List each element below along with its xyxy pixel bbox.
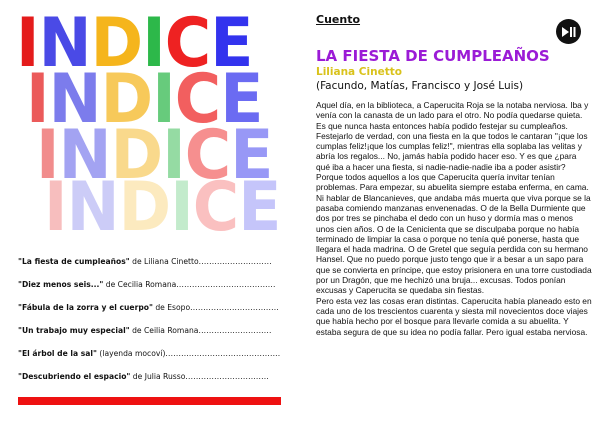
index-title-letter: C [192,168,239,247]
index-title-letter: E [238,168,281,247]
index-title-letter: C [164,4,211,83]
story-paragraph: Aquel día, en la biblioteca, a Caperucita Roja se la notaba nerviosa. Iba y venía con la canasta de un lado para el otro. No podía quedarse quieta. Es que nunca hasta entonces había podido festejar su cumpleaños. Festejarlo de verdad, con una fiesta en la que todos le cantaran "¡que los cumplas feliz!¡que los cumplas feliz!", mientras ella soplaba las velitas y abría los regalos... No, jamás había podido hacer eso. Y es que ¿para qué iba a hacer una fiesta, si nadie-nadie-nadie iba a poder asistir? Porque todos aquellos a los que Caperucita quería invitar tenían problemas. Para empezar, su abuelita siempre estaba enferma, en cama. Ni hablar de Blancanieves, que andaba más muerta que viva porque se la pasaba comiendo manzanas envenenadas. O de la Bella Durmiente que dos por tres se pinchaba el dedo con un huso y dormía mas o menos unos cien años. O de la Cenicienta que se disculpaba porque no había terminado de limpiar la casa o porque no tenía qué ponerse, hasta que llegara el hada madrina. O de Gretel que seguía perdida con su hermano Hansel. Que no puedo porque justo tengo que ir a besar a un sapo para que se convierta en príncipe, que estoy prisionera en una torre custodiada por un Dragón, que me hechizó una bruja... excusas. Todos ponían excusas y Caperucita se quedaba sin fiestas. [316,100,592,296]
toc-item[interactable] [18,348,288,371]
index-title-letter: I [142,4,165,83]
index-title-letter: I [26,60,49,139]
index-title-letter: D [90,4,143,83]
toc-item-title: "El árbol de la sal" [18,349,97,358]
toc-item-leader: .................................. [190,303,279,312]
index-title-echo [44,168,281,247]
play-pause-icon [562,22,576,41]
toc-item-title: "La fiesta de cumpleaños" [18,257,130,266]
play-pause-button[interactable] [556,19,581,44]
index-title-letter: E [210,4,253,83]
index-title-letter: D [118,168,171,247]
index-title-letter: E [220,60,263,139]
index-title-letter: I [36,116,59,195]
index-title-letter: N [66,168,119,247]
index-title-letter: N [48,60,101,139]
toc-item-author: (layenda mocoví) [96,349,166,358]
toc-item-title: "Fábula de la zorra y el cuerpo" [18,303,153,312]
index-title-letter: E [230,116,273,195]
index-title-letter: I [170,168,193,247]
story-collaborators: (Facundo, Matías, Francisco y José Luis) [316,80,524,92]
table-of-contents [18,256,288,394]
index-title-letter: I [162,116,185,195]
story-body [316,100,592,337]
toc-item[interactable] [18,302,288,325]
toc-item-author: de Ceilia Romana [129,326,199,335]
toc-item-author: de Cecilia Romana [103,280,177,289]
index-title-letter: I [44,168,67,247]
toc-item-title: "Descubriendo el espacio" [18,372,131,381]
index-title-letter: D [100,60,153,139]
story-paragraph: Pero esta vez las cosas eran distintas. Caperucita había planeado esto en cada uno de los trescientos cuarenta y siesta mil novecientos doce viajes que había hecho por el bosque para llevarle comida a su abuelita. Y estaba segura de que su idea no podía fallar. Pero igual estaba nerviosa. [316,295,592,337]
index-title-letter: C [184,116,231,195]
toc-item-leader: ............................ [198,257,272,266]
toc-item-leader: ...................................... [176,280,276,289]
toc-item[interactable] [18,371,288,394]
toc-item[interactable] [18,256,288,279]
toc-item[interactable] [18,279,288,302]
story-title: LA FIESTA DE CUMPLEAÑOS [316,47,550,65]
toc-item-leader: ............................ [198,326,272,335]
index-title-letter: I [152,60,175,139]
index-title-letter: N [38,4,91,83]
toc-item[interactable] [18,325,288,348]
toc-item-leader: ................................ [185,372,270,381]
toc-item-author: de Esopo [152,303,191,312]
index-title-letter: C [174,60,221,139]
index-title [16,4,296,255]
section-label: Cuento [316,13,361,26]
index-title-letter: I [16,4,39,83]
toc-item-title: "Un trabajo muy especial" [18,326,130,335]
toc-item-leader: ............................................ [165,349,281,358]
toc-item-author: de Julia Russo [130,372,186,381]
decorative-red-bar [18,397,281,405]
toc-item-author: de Liliana Cinetto [129,257,199,266]
index-title-letter: D [110,116,163,195]
index-title-letter: N [58,116,111,195]
toc-item-title: "Diez menos seis..." [18,280,104,289]
story-author: Liliana Cinetto [316,66,402,78]
